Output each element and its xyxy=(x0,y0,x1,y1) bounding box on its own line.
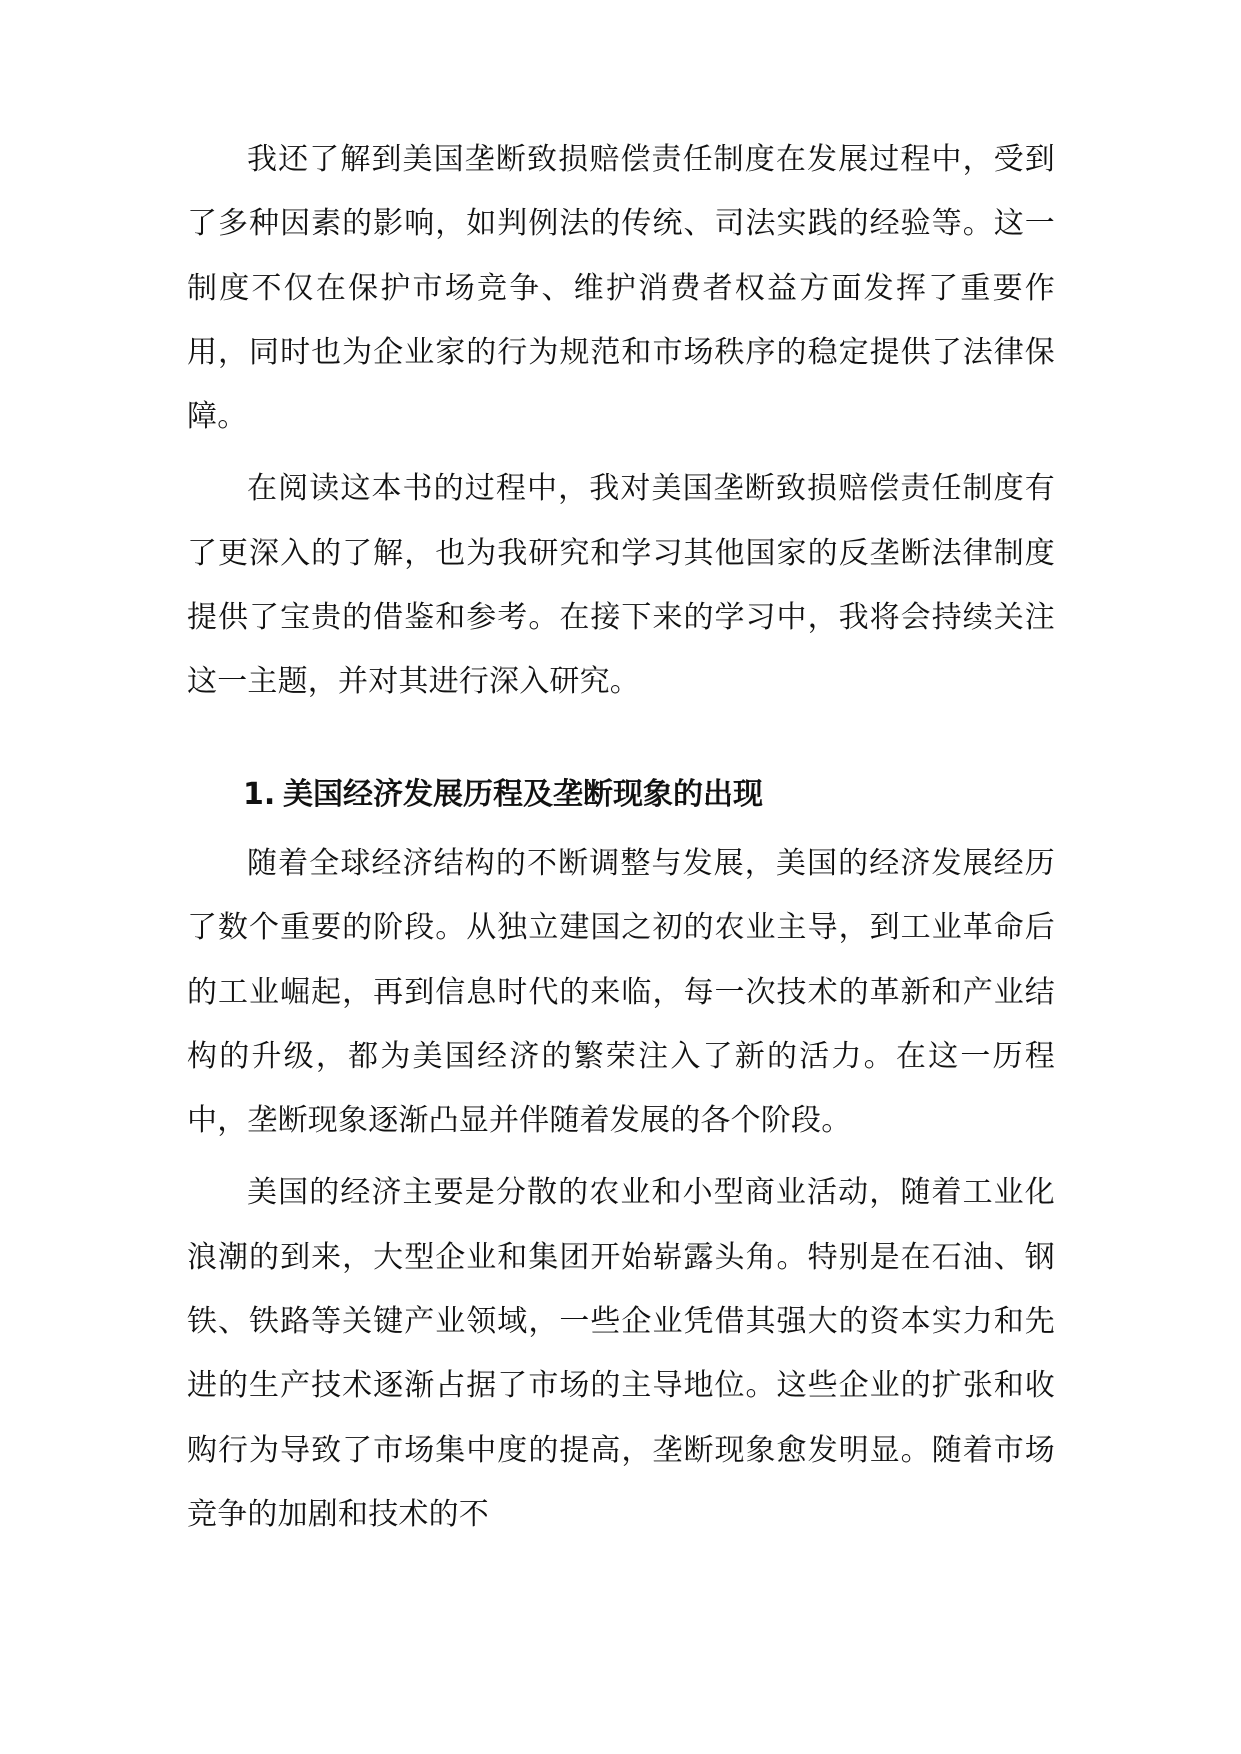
section-number: 1. xyxy=(243,776,276,812)
paragraph: 随着全球经济结构的不断调整与发展，美国的经济发展经历了数个重要的阶段。从独立建国之初的农业主导，到工业革命后的工业崛起，再到信息时代的来临，每一次技术的革新和产业结构的升级，都为美国经济的繁荣注入了新的活力。在这一历程中，垄断现象逐渐凸显并伴随着发展的各个阶段。 xyxy=(187,845,1055,1139)
paragraph: 我还了解到美国垄断致损赔偿责任制度在发展过程中，受到了多种因素的影响，如判例法的传统、司法实践的经验等。这一制度不仅在保护市场竞争、维护消费者权益方面发挥了重要作用，同时也为企业家的行为规范和市场秩序的稳定提供了法律保障。 xyxy=(187,142,1055,435)
paragraph: 在阅读这本书的过程中，我对美国垄断致损赔偿责任制度有了更深入的了解，也为我研究和学习其他国家的反垄断法律制度提供了宝贵的借鉴和参考。在接下来的学习中，我将会持续关注这一主题，并对其进行深入研究。 xyxy=(187,471,1055,700)
paragraph: 美国的经济主要是分散的农业和小型商业活动，随着工业化浪潮的到来，大型企业和集团开始崭露头角。特别是在石油、钢铁、铁路等关键产业领域，一些企业凭借其强大的资本实力和先进的生产技术逐渐占据了市场的主导地位。这些企业的扩张和收购行为导致了市场集中度的提高，垄断现象愈发明显。随着市场竞争的加剧和技术的不 xyxy=(187,1175,1055,1532)
section-heading xyxy=(187,763,1055,827)
document-body xyxy=(187,128,1055,1555)
section-title: 美国经济发展历程及垄断现象的出现 xyxy=(283,776,763,812)
